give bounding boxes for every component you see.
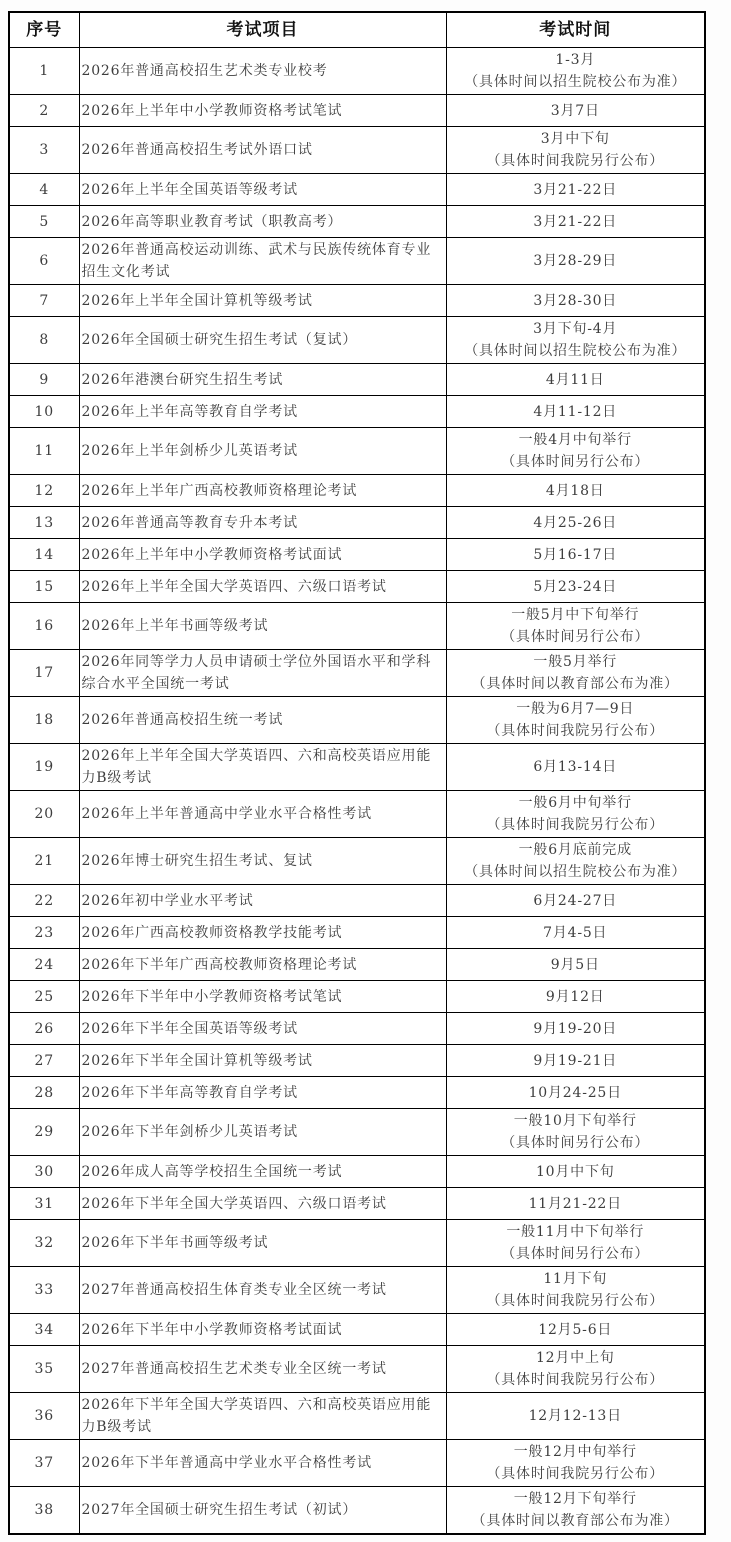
- table-row: [9, 206, 705, 238]
- exam-time-line: （具体时间另行公布）: [501, 454, 650, 470]
- table-header-row: [9, 12, 705, 48]
- exam-name-cell: 2026年普通高校运动训练、武术与民族传统体育专业招生文化考试: [79, 238, 446, 285]
- exam-index-cell: 25: [9, 981, 79, 1013]
- table-row: [9, 1188, 705, 1220]
- exam-name-cell: 2027年全国硕士研究生招生考试（初试）: [79, 1487, 446, 1535]
- exam-name-cell: 2026年上半年广西高校教师资格理论考试: [79, 475, 446, 507]
- exam-name-cell: 2026年下半年全国计算机等级考试: [79, 1045, 446, 1077]
- table-row: [9, 428, 705, 475]
- table-row: [9, 1440, 705, 1487]
- exam-name-cell: 2026年下半年中小学教师资格考试面试: [79, 1314, 446, 1346]
- exam-index-cell: 6: [9, 238, 79, 285]
- exam-index-cell: 15: [9, 571, 79, 603]
- exam-index-cell: 8: [9, 317, 79, 364]
- table-row: [9, 174, 705, 206]
- column-header-index: 序号: [9, 12, 79, 48]
- exam-name-cell: 2026年普通高校招生统一考试: [79, 697, 446, 744]
- exam-time-line: （具体时间另行公布）: [501, 1246, 650, 1262]
- exam-time-line: 3月28-29日: [533, 253, 618, 269]
- exam-name-cell: 2026年下半年书画等级考试: [79, 1220, 446, 1267]
- table-row: [9, 838, 705, 885]
- exam-time-line: 10月中下旬: [535, 1163, 615, 1180]
- exam-time-line: 3月下旬-4月: [533, 321, 618, 337]
- exam-time-cell: [446, 1487, 705, 1535]
- table-row: [9, 885, 705, 917]
- exam-index-cell: 17: [9, 650, 79, 697]
- table-row: [9, 1156, 705, 1188]
- table-row: [9, 1267, 705, 1314]
- exam-time-line: （具体时间以教育部公布为准）: [471, 676, 679, 692]
- exam-name-cell: 2026年上半年高等教育自学考试: [79, 396, 446, 428]
- exam-time-line: （具体时间另行公布）: [501, 629, 650, 645]
- exam-time-cell: [446, 1440, 705, 1487]
- exam-time-cell: [446, 48, 705, 95]
- table-row: [9, 744, 705, 791]
- exam-time-cell: [446, 1314, 705, 1346]
- exam-index-cell: 37: [9, 1440, 79, 1487]
- table-row: [9, 238, 705, 285]
- exam-index-cell: 16: [9, 603, 79, 650]
- exam-index-cell: 12: [9, 475, 79, 507]
- exam-name-cell: 2026年普通高等教育专升本考试: [79, 507, 446, 539]
- table-row: [9, 95, 705, 127]
- exam-time-cell: [446, 1013, 705, 1045]
- exam-name-cell: 2026年上半年中小学教师资格考试面试: [79, 539, 446, 571]
- exam-time-cell: [446, 364, 705, 396]
- exam-time-line: 一般5月中下旬举行: [511, 607, 640, 623]
- table-row: [9, 1220, 705, 1267]
- exam-name-cell: 2026年上半年全国大学英语四、六和高校英语应用能力B级考试: [79, 744, 446, 791]
- table-row: [9, 650, 705, 697]
- exam-index-cell: 11: [9, 428, 79, 475]
- table-row: [9, 1109, 705, 1156]
- table-row: [9, 127, 705, 174]
- exam-name-cell: 2026年同等学力人员申请硕士学位外国语水平和学科综合水平全国统一考试: [79, 650, 446, 697]
- exam-time-cell: [446, 428, 705, 475]
- exam-time-cell: [446, 917, 705, 949]
- exam-time-cell: [446, 697, 705, 744]
- exam-name-cell: 2026年上半年全国英语等级考试: [79, 174, 446, 206]
- exam-index-cell: 28: [9, 1077, 79, 1109]
- exam-index-cell: 19: [9, 744, 79, 791]
- exam-time-cell: [446, 285, 705, 317]
- exam-time-line: 11月下旬: [543, 1271, 608, 1287]
- table-row: [9, 396, 705, 428]
- table-row: [9, 1314, 705, 1346]
- table-row: [9, 1487, 705, 1535]
- exam-index-cell: 27: [9, 1045, 79, 1077]
- exam-time-cell: [446, 1393, 705, 1440]
- exam-index-cell: 33: [9, 1267, 79, 1314]
- exam-time-cell: [446, 1346, 705, 1393]
- exam-index-cell: 1: [9, 48, 79, 95]
- exam-time-line: 一般为6月7—9日: [516, 701, 635, 717]
- exam-time-cell: [446, 885, 705, 917]
- exam-time-line: （具体时间我院另行公布）: [486, 817, 665, 833]
- exam-name-cell: 2026年初中学业水平考试: [79, 885, 446, 917]
- exam-index-cell: 30: [9, 1156, 79, 1188]
- exam-time-line: 9月5日: [550, 956, 600, 973]
- exam-time-cell: [446, 396, 705, 428]
- exam-name-cell: 2026年普通高校招生考试外语口试: [79, 127, 446, 174]
- exam-name-cell: 2026年上半年中小学教师资格考试笔试: [79, 95, 446, 127]
- exam-index-cell: 31: [9, 1188, 79, 1220]
- exam-time-line: （具体时间我院另行公布）: [486, 1293, 665, 1309]
- table-row: [9, 48, 705, 95]
- table-row: [9, 475, 705, 507]
- exam-name-cell: 2026年广西高校教师资格教学技能考试: [79, 917, 446, 949]
- exam-time-cell: [446, 1077, 705, 1109]
- exam-name-cell: 2027年普通高校招生体育类专业全区统一考试: [79, 1267, 446, 1314]
- exam-index-cell: 26: [9, 1013, 79, 1045]
- exam-time-cell: [446, 475, 705, 507]
- column-header-exam-name: 考试项目: [79, 12, 446, 48]
- exam-name-cell: 2026年上半年全国计算机等级考试: [79, 285, 446, 317]
- exam-time-line: 3月28-30日: [533, 292, 618, 309]
- exam-index-cell: 22: [9, 885, 79, 917]
- exam-time-line: 9月12日: [545, 988, 605, 1005]
- exam-index-cell: 21: [9, 838, 79, 885]
- table-row: [9, 791, 705, 838]
- table-row: [9, 1346, 705, 1393]
- table-row: [9, 571, 705, 603]
- exam-index-cell: 23: [9, 917, 79, 949]
- exam-name-cell: 2027年普通高校招生艺术类专业全区统一考试: [79, 1346, 446, 1393]
- table-row: [9, 285, 705, 317]
- exam-time-line: 一般12月下旬举行: [513, 1491, 637, 1507]
- exam-time-line: （具体时间以招生院校公布为准）: [464, 864, 687, 880]
- exam-index-cell: 2: [9, 95, 79, 127]
- exam-time-cell: [446, 1045, 705, 1077]
- exam-time-cell: [446, 127, 705, 174]
- exam-time-cell: [446, 206, 705, 238]
- exam-time-line: （具体时间我院另行公布）: [486, 153, 665, 169]
- table-row: [9, 1013, 705, 1045]
- exam-time-line: 12月12-13日: [528, 1408, 622, 1424]
- column-header-exam-time: 考试时间: [446, 12, 705, 48]
- exam-time-line: 6月24-27日: [533, 892, 618, 909]
- exam-time-line: 4月11日: [545, 371, 605, 388]
- exam-time-cell: [446, 1267, 705, 1314]
- exam-name-cell: 2026年高等职业教育考试（职教高考）: [79, 206, 446, 238]
- exam-time-cell: [446, 949, 705, 981]
- exam-time-cell: [446, 317, 705, 364]
- exam-time-line: 一般6月中旬举行: [518, 795, 632, 811]
- exam-time-line: 3月中下旬: [540, 131, 610, 147]
- exam-time-cell: [446, 744, 705, 791]
- exam-index-cell: 9: [9, 364, 79, 396]
- exam-time-line: 4月18日: [545, 482, 605, 499]
- exam-time-line: （具体时间以教育部公布为准）: [471, 1513, 679, 1529]
- exam-time-line: 11月21-22日: [528, 1195, 622, 1212]
- exam-index-cell: 3: [9, 127, 79, 174]
- exam-time-line: （具体时间我院另行公布）: [486, 723, 665, 739]
- exam-name-cell: 2026年下半年全国英语等级考试: [79, 1013, 446, 1045]
- exam-name-cell: 2026年下半年全国大学英语四、六级口语考试: [79, 1188, 446, 1220]
- exam-index-cell: 34: [9, 1314, 79, 1346]
- exam-time-line: 4月11-12日: [533, 403, 618, 420]
- table-row: [9, 539, 705, 571]
- exam-name-cell: 2026年港澳台研究生招生考试: [79, 364, 446, 396]
- exam-time-cell: [446, 539, 705, 571]
- exam-time-line: 9月19-21日: [533, 1052, 618, 1069]
- exam-time-cell: [446, 95, 705, 127]
- exam-index-cell: 36: [9, 1393, 79, 1440]
- exam-name-cell: 2026年下半年普通高中学业水平合格性考试: [79, 1440, 446, 1487]
- exam-time-line: 一般6月底前完成: [518, 842, 632, 858]
- exam-name-cell: 2026年上半年剑桥少儿英语考试: [79, 428, 446, 475]
- exam-time-line: 3月21-22日: [533, 213, 618, 230]
- exam-index-cell: 29: [9, 1109, 79, 1156]
- table-row: [9, 1077, 705, 1109]
- exam-time-cell: [446, 238, 705, 285]
- exam-time-line: 5月23-24日: [533, 578, 618, 595]
- exam-time-line: （具体时间我院另行公布）: [486, 1466, 665, 1482]
- exam-index-cell: 10: [9, 396, 79, 428]
- exam-time-line: 3月21-22日: [533, 181, 618, 198]
- exam-index-cell: 35: [9, 1346, 79, 1393]
- exam-time-line: 一般12月中旬举行: [513, 1444, 637, 1460]
- exam-schedule-table: [8, 11, 706, 1535]
- exam-name-cell: 2026年全国硕士研究生招生考试（复试）: [79, 317, 446, 364]
- exam-name-cell: 2026年下半年广西高校教师资格理论考试: [79, 949, 446, 981]
- exam-name-cell: 2026年普通高校招生艺术类专业校考: [79, 48, 446, 95]
- exam-time-line: 3月7日: [550, 102, 600, 119]
- exam-index-cell: 5: [9, 206, 79, 238]
- table-row: [9, 603, 705, 650]
- table-row: [9, 317, 705, 364]
- exam-name-cell: 2026年博士研究生招生考试、复试: [79, 838, 446, 885]
- exam-time-line: 7月4-5日: [543, 924, 608, 941]
- exam-time-line: 一般10月下旬举行: [513, 1113, 637, 1129]
- exam-time-line: 10月24-25日: [528, 1084, 622, 1101]
- exam-index-cell: 7: [9, 285, 79, 317]
- exam-name-cell: 2026年上半年普通高中学业水平合格性考试: [79, 791, 446, 838]
- exam-time-line: 12月5-6日: [538, 1321, 613, 1338]
- exam-time-cell: [446, 650, 705, 697]
- exam-time-line: 1-3月: [555, 52, 596, 68]
- exam-index-cell: 32: [9, 1220, 79, 1267]
- exam-time-cell: [446, 981, 705, 1013]
- exam-name-cell: 2026年下半年剑桥少儿英语考试: [79, 1109, 446, 1156]
- exam-time-line: 一般4月中旬举行: [518, 432, 632, 448]
- exam-index-cell: 24: [9, 949, 79, 981]
- exam-time-cell: [446, 1188, 705, 1220]
- exam-name-cell: 2026年下半年中小学教师资格考试笔试: [79, 981, 446, 1013]
- table-row: [9, 917, 705, 949]
- exam-time-line: （具体时间另行公布）: [501, 1135, 650, 1151]
- exam-time-cell: [446, 1109, 705, 1156]
- table-row: [9, 1045, 705, 1077]
- table-row: [9, 507, 705, 539]
- exam-index-cell: 4: [9, 174, 79, 206]
- exam-name-cell: 2026年上半年全国大学英语四、六级口语考试: [79, 571, 446, 603]
- exam-name-cell: 2026年上半年书画等级考试: [79, 603, 446, 650]
- table-row: [9, 697, 705, 744]
- exam-time-line: 一般5月举行: [533, 654, 618, 670]
- table-row: [9, 981, 705, 1013]
- exam-index-cell: 18: [9, 697, 79, 744]
- exam-name-cell: 2026年下半年高等教育自学考试: [79, 1077, 446, 1109]
- table-row: [9, 1393, 705, 1440]
- exam-time-cell: [446, 603, 705, 650]
- exam-time-line: 5月16-17日: [533, 546, 618, 563]
- exam-name-cell: 2026年成人高等学校招生全国统一考试: [79, 1156, 446, 1188]
- exam-time-cell: [446, 1156, 705, 1188]
- exam-time-line: 6月13-14日: [533, 759, 618, 775]
- exam-time-line: （具体时间我院另行公布）: [486, 1372, 665, 1388]
- table-row: [9, 949, 705, 981]
- exam-time-line: （具体时间以招生院校公布为准）: [464, 343, 687, 359]
- exam-time-line: 9月19-20日: [533, 1020, 618, 1037]
- table-row: [9, 364, 705, 396]
- exam-index-cell: 13: [9, 507, 79, 539]
- exam-index-cell: 20: [9, 791, 79, 838]
- exam-time-cell: [446, 1220, 705, 1267]
- exam-index-cell: 14: [9, 539, 79, 571]
- exam-time-line: 12月中上旬: [535, 1350, 615, 1366]
- exam-name-cell: 2026年下半年全国大学英语四、六和高校英语应用能力B级考试: [79, 1393, 446, 1440]
- exam-index-cell: 38: [9, 1487, 79, 1535]
- exam-time-cell: [446, 174, 705, 206]
- table-body: [9, 48, 705, 1535]
- exam-time-cell: [446, 571, 705, 603]
- exam-time-cell: [446, 791, 705, 838]
- exam-time-cell: [446, 838, 705, 885]
- exam-time-line: 4月25-26日: [533, 514, 618, 531]
- exam-time-line: （具体时间以招生院校公布为准）: [464, 74, 687, 90]
- exam-time-line: 一般11月中下旬举行: [506, 1224, 645, 1240]
- exam-time-cell: [446, 507, 705, 539]
